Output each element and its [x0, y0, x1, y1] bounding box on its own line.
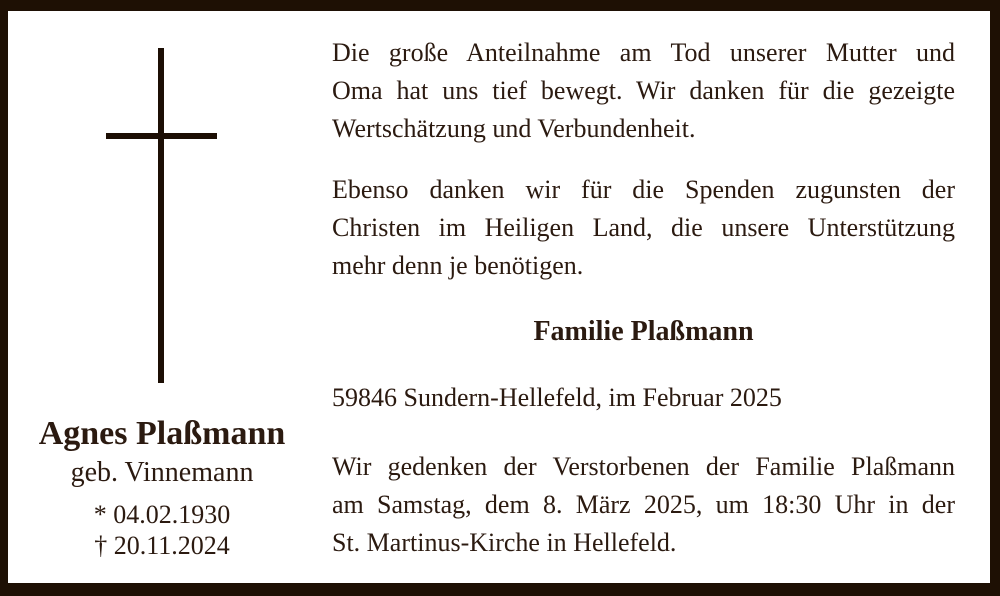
memorial-service-paragraph: [332, 448, 955, 562]
thanks-line: Die große Anteilnahme am Tod unserer Mutter und: [332, 38, 955, 67]
place-date-line: 59846 Sundern-Hellefeld, im Februar 2025: [332, 383, 782, 412]
deceased-birth-date: * 04.02.1930: [93, 500, 231, 529]
deceased-maiden-name: geb. Vinnemann: [70, 457, 254, 488]
memorial-line: am Samstag, dem 8. März 2025, um 18:30 Uhr in der: [332, 490, 955, 519]
donations-line: mehr denn je benötigen.: [332, 251, 584, 280]
thanks-line: Oma hat uns tief bewegt. Wir danken für die gezeigte: [332, 76, 955, 105]
donations-paragraph: [332, 171, 955, 285]
donations-line: Ebenso danken wir für die Spenden zugunsten der: [332, 175, 955, 204]
latin-cross-vertical-bar: [158, 48, 164, 383]
deceased-death-date: † 20.11.2024: [94, 531, 230, 560]
thanks-line: Wertschätzung und Verbundenheit.: [332, 114, 696, 143]
deceased-name: Agnes Plaßmann: [38, 415, 286, 452]
donations-line: Christen im Heiligen Land, die unsere Unterstützung: [332, 213, 955, 242]
latin-cross-horizontal-bar: [106, 133, 217, 139]
memorial-line: St. Martinus-Kirche in Hellefeld.: [332, 528, 677, 557]
memorial-line: Wir gedenken der Verstorbenen der Familie Plaßmann: [332, 452, 955, 481]
family-signature: Familie Plaßmann: [533, 316, 754, 347]
thanks-paragraph: [332, 34, 955, 148]
